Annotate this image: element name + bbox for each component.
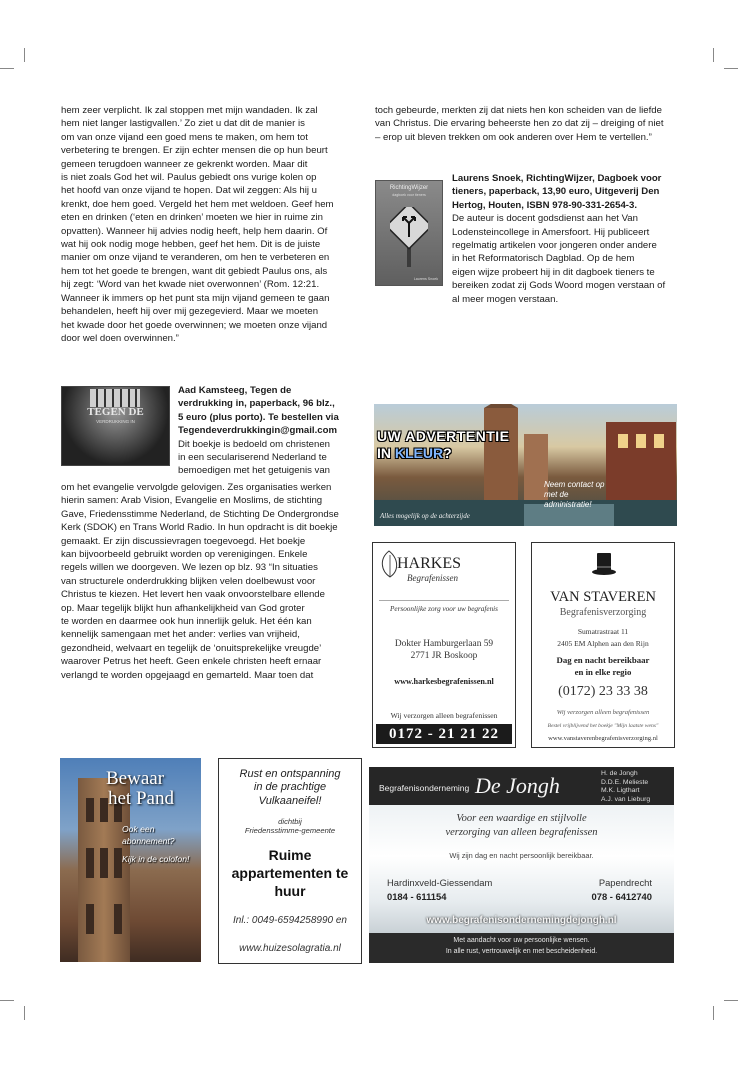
- city-canal-image: [374, 404, 677, 526]
- company-logo: De Jongh: [475, 773, 560, 798]
- cover-author: Laurens Snoek: [413, 277, 438, 281]
- staff-name: M.K. Ligthart: [601, 787, 640, 795]
- text-line: verbetering te brengen. Er zijn echter mensen die op hun beurt: [61, 145, 328, 157]
- crop-mark: [0, 1000, 14, 1001]
- text-line: hem tot het goede te brengen, want dit gebiedt Paulus ons, als: [61, 265, 328, 277]
- text-line: van structurele onderdrukking blijken velen doelbewust voor: [61, 575, 316, 587]
- ad-bewaar-het-pand: [60, 758, 201, 962]
- ad-harkes-begrafenissen: [372, 542, 516, 748]
- company-subtitle: Begrafenissen: [407, 573, 458, 583]
- text-line: al meer mogen verstaan.: [452, 293, 559, 305]
- text-line: behandelen, heeft hij over mij gezegevierd. Maar we moeten: [61, 306, 319, 318]
- cover-title: TEGEN DE: [87, 406, 144, 418]
- text-line: in het Reformatorisch Dagblad. Op de hem: [452, 253, 635, 265]
- address-street: Sumatrastraat 11: [577, 627, 629, 636]
- footer-line: In alle rust, vertrouwelijk en met bescheidenheid.: [445, 948, 598, 955]
- text-line: door wel doen overwinnen.”: [61, 332, 179, 344]
- service-note: Wij verzorgen alleen begrafenissen: [390, 711, 498, 720]
- ad-line: in de prachtige: [253, 781, 327, 793]
- website: www.begrafenisondernemingdejongh.nl: [426, 915, 617, 926]
- phone-1: 0184 - 611154: [387, 891, 447, 902]
- text-line: gezondheid, welvaart en tegelijk de ‘onuitsprekelijke vreugde’: [61, 642, 322, 654]
- ad-line: dichtbij: [278, 817, 302, 826]
- service-note: Wij verzorgen alleen begrafenissen: [556, 709, 650, 716]
- book-cover-richtingwijzer: [375, 180, 443, 286]
- crop-mark: [24, 1006, 25, 1020]
- footer-line: Met aandacht voor uw persoonlijke wensen.: [453, 937, 590, 944]
- phone-2: 078 - 6412740: [591, 891, 652, 902]
- top-hat-icon: [592, 551, 616, 577]
- text-line: De auteur is docent godsdienst aan het Van: [452, 213, 638, 225]
- book-title-line: verdrukking in, paperback, 96 blz.,: [178, 398, 335, 410]
- article-text-column-1: [61, 104, 361, 345]
- ad-van-staveren: [531, 542, 675, 748]
- text-line: Lodensteincollege in Amersfoort. Hij publiceert: [452, 226, 650, 238]
- text-line: het hoofd van onze vijand te hopen. Dat wil zeggen: Als hij u: [61, 185, 318, 197]
- text-line: verlangd te worden opgejaagd en gemarteld. Maar toen dat: [61, 669, 314, 681]
- ad-headline: Bewaar: [106, 768, 165, 789]
- book-description-tegen-de-verdrukking: [178, 384, 364, 478]
- text-line: kennelijk samengaan met het ander: verlies van vrijheid,: [61, 629, 300, 641]
- cover-subtitle: dagboek voor tieners: [392, 193, 426, 197]
- address-street: Dokter Hamburgerlaan 59: [394, 639, 494, 649]
- crop-mark: [724, 1000, 738, 1001]
- crop-mark: [713, 48, 714, 62]
- website: www.harkesbegrafenissen.nl: [394, 677, 494, 686]
- ad-line: Rust en ontspanning: [239, 768, 341, 780]
- ad-vulkaaneifel: [218, 758, 362, 964]
- crop-mark: [713, 1006, 714, 1020]
- text-line: het kwade door het goede overwinnen; we moeten onze vijand: [61, 319, 328, 331]
- ad-headline-question: ?: [443, 445, 452, 461]
- book-title-line: tieners, paperback, 13,90 euro, Uitgeverij Den: [452, 186, 660, 198]
- text-line: hem zeer verplicht. Ik zal stoppen met mijn wandaden. Ik zal: [61, 105, 318, 116]
- text-line: – erop uit bleven trekken om ook anderen over Hem te vertellen.”: [375, 131, 652, 143]
- ad-de-jongh: [369, 767, 674, 963]
- ad-line: Vulkaaneifel!: [258, 795, 322, 807]
- book-cover-tegen-de-verdrukking: [61, 386, 170, 466]
- text-line: om van onze vijand een goed mens te maken, om hem tot: [61, 131, 308, 143]
- text-line: eigen wijze probeert hij in dit dagboek tieners te: [452, 266, 655, 278]
- availability: Dag en nacht bereikbaar: [556, 655, 650, 665]
- location-2: Papendrecht: [598, 877, 652, 888]
- window-bars-icon: [90, 389, 140, 407]
- ad-headline: appartementen te: [231, 865, 349, 881]
- text-line: op. Maar tegelijk blijkt hun afhankelijkheid van God groter: [61, 602, 305, 614]
- ad-headline: huur: [274, 883, 306, 899]
- book-description-richtingwijzer: [452, 172, 692, 306]
- ad-subline: Kijk in de colofon!: [122, 854, 190, 864]
- tagline: verzorging van alleen begrafenissen: [445, 827, 598, 838]
- book-description-tegen-de-verdrukking-cont: [61, 481, 365, 682]
- phone-number: 0172 - 21 21 22: [376, 724, 512, 744]
- phone-number: (0172) 23 33 38: [558, 684, 648, 699]
- website: www.vanstaverenbegrafenisverzorging.nl: [548, 735, 658, 742]
- text-line: krenkt, doe hem goed. Vergeld het hem met weldoen. Geef hem: [61, 198, 334, 210]
- ad-uw-advertentie-in-kleur: [374, 404, 677, 526]
- crop-mark: [724, 68, 738, 69]
- book-title-line: Hertog, Houten, ISBN 978-90-331-2654-3.: [452, 199, 638, 211]
- text-line: bemoedigen met het getuigenis van: [178, 465, 331, 477]
- text-line: gemeen terugdoen wanneer ze gekrenkt worden. Maar dit: [61, 158, 308, 170]
- article-text-column-2: [375, 104, 685, 144]
- address-city: 2771 JR Boskoop: [410, 651, 478, 661]
- order-email: Tegendeverdrukkingin@gmail.com: [178, 425, 337, 437]
- road-sign-icon: [390, 207, 428, 267]
- ad-contact-note: Neem contact op met de administratie!: [544, 480, 605, 509]
- text-line: hij zegt: ‘Word van het kwade niet overwonnen’ (Rom. 12:21.: [61, 279, 320, 291]
- ad-headline-kleur: KLEUR: [394, 445, 444, 461]
- availability: Wij zijn dag en nacht persoonlijk bereikbaar.: [449, 851, 594, 860]
- text-line: in een seculariserend Nederland te: [178, 452, 327, 464]
- ad-line: Friedensstimme-gemeente: [244, 826, 336, 835]
- tagline: Persoonlijke zorg voor uw begrafenis: [390, 605, 498, 613]
- text-line: hem niet langer lastigvallen.’ Zo ziet u dat dit de manier is: [61, 118, 305, 130]
- tagline: Voor een waardige en stijlvolle: [456, 813, 587, 824]
- text-line: bereiken zodat zij Gods Woord mogen verstaan of: [452, 280, 666, 292]
- ad-headline: UW ADVERTENTIE: [377, 428, 510, 444]
- ad-headline: Ruime: [268, 847, 312, 863]
- text-line: eten en drinken (‘eten en drinken’ moeten we hier in ruime zin: [61, 212, 324, 224]
- text-line: van Christus. Die ervaring beheerste hen zo dat zij – dreiging of niet: [375, 118, 664, 130]
- cover-subtitle: VERDRUKKING IN: [96, 419, 135, 424]
- ad-subline: abonnement?: [122, 836, 175, 846]
- company-type: Begrafenisonderneming: [379, 783, 470, 793]
- book-title-line: 5 euro (plus porto). Te bestellen via: [178, 411, 339, 423]
- ad-contact-phone: Inl.: 0049-6594258990 en: [233, 915, 347, 926]
- staff-name: A.J. van Lieburg: [601, 795, 651, 803]
- cover-title: RichtingWijzer: [389, 185, 429, 191]
- text-line: waarover Petrus het heeft. Geen enkele christen heeft ernaar: [61, 656, 322, 668]
- text-line: opvatten). Wanneer hij advies nodig heeft, help hem daarin. Of: [61, 225, 328, 237]
- company-subtitle: Begrafenisverzorging: [559, 607, 647, 618]
- ad-headline-2: [377, 445, 452, 461]
- crop-mark: [24, 48, 25, 62]
- text-line: Gave, Friedensstimme Nederland, de Stichting De Ondergrondse: [61, 508, 339, 520]
- ad-website: www.huizesolagratia.nl: [239, 943, 341, 954]
- staff-name: H. de Jongh: [601, 770, 638, 777]
- book-title-line: Laurens Snoek, RichtingWijzer, Dagboek voor: [452, 173, 662, 184]
- text-line: manier om onze vijand te veranderen, om hen te verbeteren en: [61, 252, 330, 264]
- text-line: Dit boekje is bedoeld om christenen: [178, 438, 330, 450]
- availability-region: en in elke regio: [574, 667, 632, 677]
- text-line: regels willen we doorgeven. We lezen op blz. 93 “In situaties: [61, 562, 318, 574]
- ad-headline-in: IN: [377, 445, 395, 461]
- text-line: Wanneer ik immers op het punt sta mijn vijand gemeen te gaan: [61, 292, 330, 304]
- company-name: HARKES: [397, 555, 462, 572]
- company-name: VAN STAVEREN: [550, 589, 656, 605]
- book-title-line: Aad Kamsteeg, Tegen de: [178, 385, 292, 396]
- text-line: toch gebeurde, merkten zij dat niets hen kon scheiden van de liefde: [375, 105, 662, 116]
- booklet-note: Bestel vrijblijvend het boekje "Mijn laatste wens": [547, 723, 659, 729]
- divider: [379, 600, 509, 601]
- text-line: om het evangelie vervolgde gelovigen. Zes organisaties werken: [61, 482, 332, 493]
- text-line: gemaakt. Er zijn discussievragen toegevoegd. Het boekje: [61, 535, 306, 547]
- crop-mark: [0, 68, 14, 69]
- ad-headline-2: het Pand: [108, 788, 174, 809]
- text-line: is niet zoals God het wil. Paulus gebiedt ons vurige kolen op: [61, 172, 317, 184]
- staff-name: D.D.E. Melieste: [601, 778, 649, 786]
- ad-body: [369, 805, 674, 933]
- staff-names: [601, 770, 650, 804]
- text-line: wat hij ook nodig moge hebben, geef het hem. Dit is de juiste: [61, 239, 321, 251]
- ad-subline: Alles mogelijk op de achterzijde: [380, 512, 470, 520]
- text-line: kan bijvoorbeeld gebruikt worden op verenigingen. Enkele: [61, 549, 308, 561]
- text-line: te worden en daarmee ook hun innerlijk geluk. Het één kan: [61, 616, 312, 628]
- location-1: Hardinxveld-Giessendam: [387, 877, 493, 888]
- text-line: Kerk (SDOK) en Trans World Radio. In hun opdracht is dit boekje: [61, 522, 338, 534]
- text-line: hierin samen: Arab Vision, Evangelie en Moslims, de stichting: [61, 495, 323, 507]
- address-city: 2405 EM Alphen aan den Rijn: [557, 639, 649, 648]
- text-line: regelmatig artikelen voor jongeren onder andere: [452, 240, 657, 252]
- ad-subline: Ook een: [122, 824, 155, 834]
- text-line: Christus te kiezen. Het levert hen vaak onvoorstelbare ellende: [61, 589, 325, 601]
